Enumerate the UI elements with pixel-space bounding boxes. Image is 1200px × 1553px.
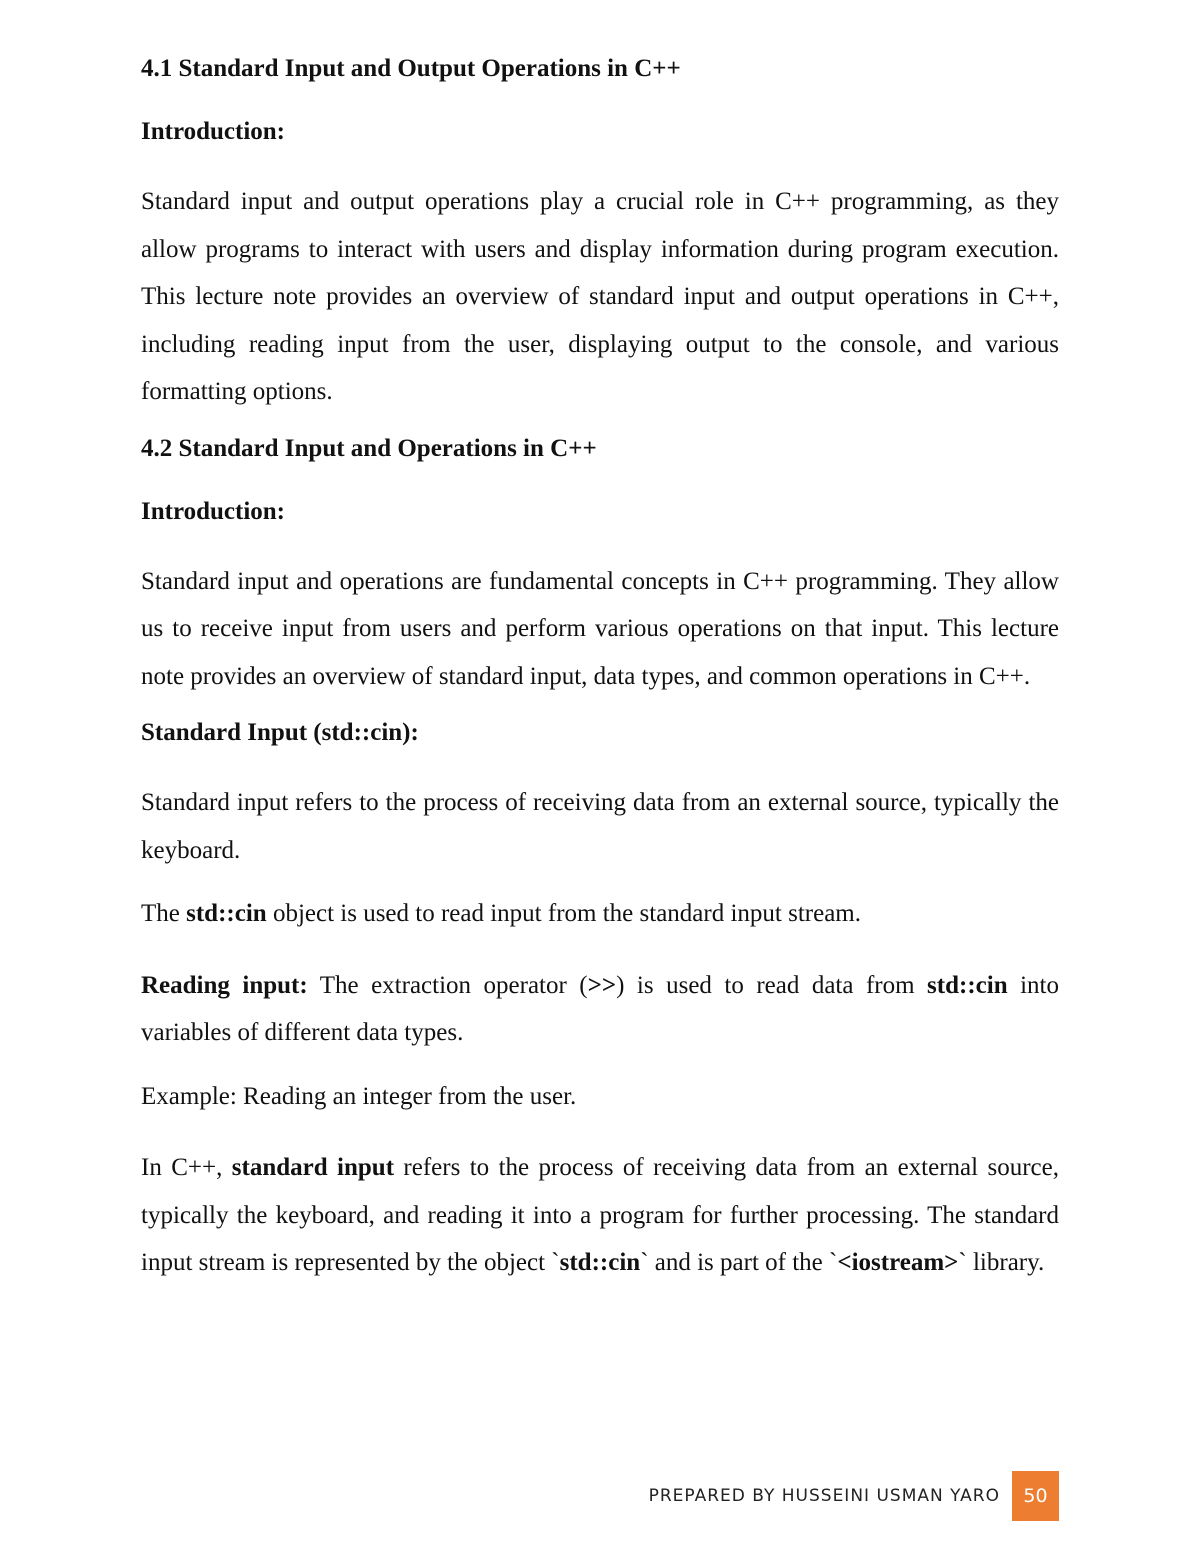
section-heading-4-2: 4.2 Standard Input and Operations in C++ bbox=[141, 434, 597, 462]
intro-label-4-2: Introduction: bbox=[141, 497, 286, 525]
final-bold-iostream: <iostream> bbox=[837, 1249, 959, 1276]
reading-input-paragraph bbox=[141, 962, 1059, 1057]
final-part-4: ` library. bbox=[958, 1249, 1045, 1276]
reading-input-text-3: into variables of different data types. bbox=[141, 971, 1059, 1046]
page-footer bbox=[649, 1471, 1059, 1521]
cin-sentence-before: The bbox=[141, 900, 187, 927]
reading-input-cin: std::cin bbox=[927, 971, 1008, 999]
standard-input-definition: Standard input refers to the process of receiving data from an external source, typically the keyboard. bbox=[141, 789, 1059, 864]
example-line: Example: Reading an integer from the user. bbox=[141, 1082, 577, 1110]
final-part-3: ` and is part of the ` bbox=[640, 1249, 838, 1276]
cin-sentence bbox=[141, 890, 1059, 938]
final-part-1: In C++, bbox=[141, 1154, 232, 1181]
intro-label-4-1: Introduction: bbox=[141, 118, 286, 145]
intro-paragraph-4-1: Standard input and output operations play a crucial role in C++ programming, as they allow programs to interact with users and display information during program execution. This lecture note provides an overview of standard input and output operations in C++, including reading input from the user, displaying output to the console, and various formatting options. bbox=[141, 188, 1059, 405]
final-part-2: refers to the process of receiving data from an external source, typically the keyboard, and reading it into a program for further processing. The standard input stream is represented by the object ` bbox=[141, 1154, 1059, 1276]
final-paragraph bbox=[141, 1144, 1059, 1287]
reading-input-text-2: ) is used to read data from bbox=[616, 971, 928, 999]
final-bold-standard-input: standard input bbox=[231, 1154, 395, 1181]
page-number-badge: 50 bbox=[1012, 1471, 1059, 1521]
footer-prepared-by: PREPARED BY HUSSEINI USMAN YARO bbox=[648, 1486, 1000, 1506]
cin-sentence-bold: std::cin bbox=[186, 900, 267, 927]
reading-input-text-1: The extraction operator ( bbox=[307, 971, 588, 999]
standard-input-heading: Standard Input (std::cin): bbox=[141, 719, 419, 746]
section-heading-4-1: 4.1 Standard Input and Output Operations in C++ bbox=[141, 55, 681, 82]
reading-input-label: Reading input: bbox=[141, 971, 308, 999]
extraction-operator: >> bbox=[587, 971, 617, 999]
intro-paragraph-4-2: Standard input and operations are fundamental concepts in C++ programming. They allow us to receive input from users and perform various operations on that input. This lecture note provides an overview of standard input, data types, and common operations in C++. bbox=[141, 567, 1059, 690]
final-bold-cin: std::cin bbox=[559, 1249, 641, 1276]
cin-sentence-after: object is used to read input from the standard input stream. bbox=[266, 900, 861, 927]
document-page bbox=[141, 52, 1059, 1303]
